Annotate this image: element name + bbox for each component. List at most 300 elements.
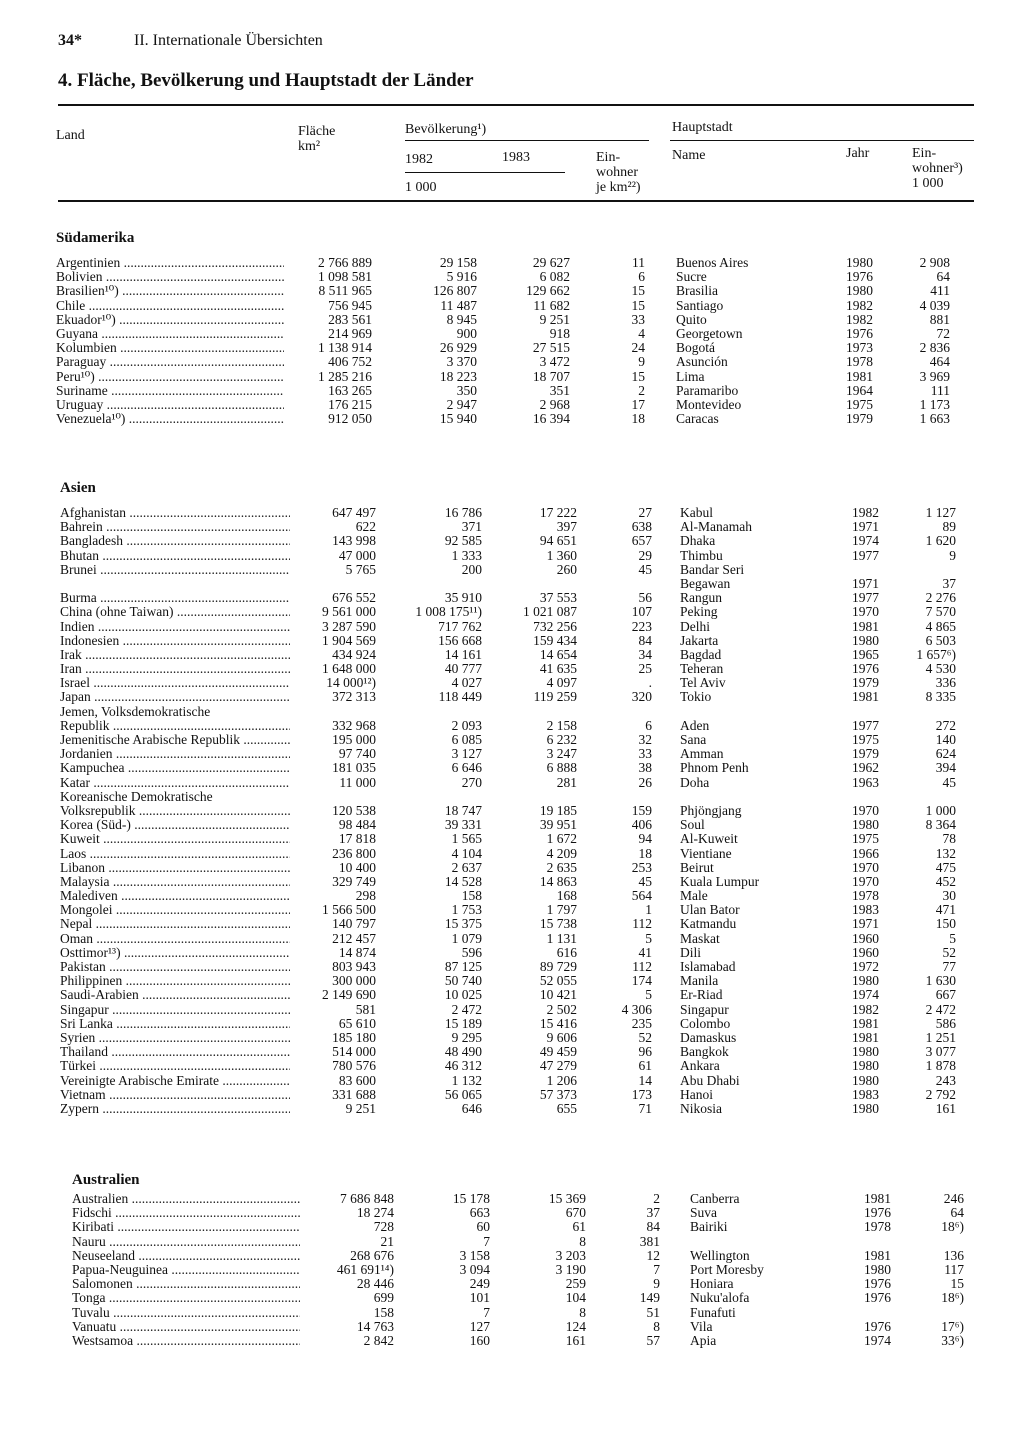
- table-row: [0, 1045, 1024, 1059]
- capital-year-cell: 1980: [852, 1058, 879, 1074]
- pop1983-cell: 89 729: [539, 959, 577, 974]
- pop1982-cell: 7: [483, 1233, 490, 1249]
- pop1982-cell: 1 333: [451, 547, 482, 563]
- density-cell: 6: [638, 269, 645, 285]
- land-cell: Peru¹⁰) .....: [56, 370, 284, 384]
- capital-year-cell: 1979: [852, 746, 879, 762]
- capital-name-cell: Bangkok: [680, 1044, 729, 1060]
- table-row: [0, 917, 1024, 931]
- capital-inhabitants-cell: 5: [949, 930, 956, 946]
- pop1982-cell: 10 025: [444, 987, 482, 1003]
- land-cell: Paraguay .....: [56, 355, 284, 369]
- bevoelkerung-rule: [405, 140, 649, 141]
- capital-year-cell: 1981: [846, 368, 873, 384]
- capital-inhabitants-cell: 2 792: [925, 1086, 956, 1102]
- area-cell: 5 765: [345, 561, 376, 577]
- table-row: [0, 270, 1024, 284]
- land-cell: Volksrepublik .....: [60, 804, 290, 818]
- pop1983-cell: 397: [556, 519, 577, 535]
- col-header-bevoelkerung: Bevölkerung¹): [405, 122, 487, 137]
- running-head: [58, 32, 323, 50]
- land-cell: Zypern .....: [60, 1102, 290, 1116]
- capital-name-cell: Nuku'alofa: [690, 1290, 750, 1306]
- density-cell: 173: [631, 1086, 652, 1102]
- pop1983-cell: 8: [579, 1233, 586, 1249]
- density-cell: 15: [631, 283, 645, 299]
- capital-inhabitants-cell: 2 836: [919, 340, 950, 356]
- capital-name-cell: Beirut: [680, 859, 714, 875]
- capital-inhabitants-cell: 2 908: [919, 255, 950, 270]
- pop1982-cell: 717 762: [438, 618, 482, 634]
- pop1983-cell: 6 082: [539, 269, 570, 285]
- capital-name-cell: Phnom Penh: [680, 760, 749, 776]
- capital-name-cell: Sucre: [676, 269, 707, 285]
- capital-year-cell: 1962: [852, 760, 879, 776]
- area-cell: 212 457: [332, 930, 376, 946]
- pop1982-cell: 15 940: [439, 411, 477, 427]
- area-cell: 14 000¹²): [326, 675, 376, 691]
- density-cell: 9: [638, 354, 645, 370]
- table-row: [0, 1320, 1024, 1334]
- table-row: [0, 847, 1024, 861]
- pop1982-cell: 4 104: [451, 845, 482, 861]
- section-title: Südamerika: [56, 230, 135, 246]
- area-cell: 98 484: [338, 817, 376, 833]
- capital-name-cell: Funafuti: [690, 1304, 736, 1320]
- capital-inhabitants-cell: 3 077: [925, 1044, 956, 1060]
- pop1983-cell: 61: [572, 1219, 586, 1235]
- capital-inhabitants-cell: 89: [942, 519, 956, 535]
- capital-year-cell: 1976: [864, 1205, 891, 1221]
- capital-inhabitants-cell: 37: [942, 575, 956, 591]
- pop1983-cell: 104: [565, 1290, 586, 1306]
- pop1982-cell: 11 487: [440, 297, 477, 313]
- pop1982-cell: 87 125: [444, 959, 482, 974]
- table-row: [0, 605, 1024, 619]
- table-row: [0, 1306, 1024, 1320]
- density-cell: 5: [645, 987, 652, 1003]
- table-row: [0, 299, 1024, 313]
- pop1982-cell: 15 178: [452, 1191, 490, 1206]
- table-row: [0, 733, 1024, 747]
- capital-inhabitants-cell: 17⁶): [941, 1318, 964, 1334]
- pop1982-cell: 4 027: [451, 675, 482, 691]
- capital-year-cell: 1981: [864, 1247, 891, 1263]
- pop1982-cell: 101: [469, 1290, 490, 1306]
- land-cell: Brasilien¹⁰) .....: [56, 284, 284, 298]
- land-cell: Bangladesh .....: [60, 534, 290, 548]
- capital-inhabitants-cell: 64: [950, 1205, 964, 1221]
- capital-inhabitants-cell: 3 969: [919, 368, 950, 384]
- capital-year-cell: 1976: [846, 269, 873, 285]
- density-cell: 71: [638, 1100, 652, 1116]
- capital-name-cell: Peking: [680, 604, 718, 620]
- density-cell: 18: [638, 845, 652, 861]
- col-header-hauptstadt: Hauptstadt: [672, 120, 733, 135]
- land-cell: Vereinigte Arabische Emirate .....: [60, 1074, 290, 1088]
- area-cell: 300 000: [332, 973, 376, 989]
- pop1983-cell: 119 259: [533, 689, 577, 705]
- table-row: [0, 1263, 1024, 1277]
- pop1983-cell: 3 190: [555, 1261, 586, 1277]
- density-cell: 12: [646, 1247, 660, 1263]
- capital-year-cell: 1976: [864, 1318, 891, 1334]
- capital-name-cell: Begawan: [680, 575, 731, 591]
- density-cell: 27: [638, 505, 652, 520]
- table-row: [0, 256, 1024, 270]
- pop1982-cell: 9 295: [451, 1029, 482, 1045]
- capital-inhabitants-cell: 411: [930, 283, 950, 299]
- capital-year-cell: 1983: [852, 1086, 879, 1102]
- density-cell: 15: [631, 297, 645, 313]
- capital-year-cell: 1982: [852, 505, 879, 520]
- land-cell: Kampuchea .....: [60, 761, 290, 775]
- density-cell: 14: [638, 1072, 652, 1088]
- density-cell: 235: [631, 1015, 652, 1031]
- area-cell: 461 691¹⁴): [336, 1261, 394, 1277]
- land-cell: Libanon .....: [60, 861, 290, 875]
- area-cell: 647 497: [332, 505, 376, 520]
- pop1983-cell: 9 606: [546, 1029, 577, 1045]
- table-row: [0, 1206, 1024, 1220]
- land-cell: Kuweit .....: [60, 832, 290, 846]
- area-cell: 756 945: [328, 297, 372, 313]
- land-cell: Pakistan .....: [60, 960, 290, 974]
- land-cell: Türkei .....: [60, 1059, 290, 1073]
- capital-name-cell: Canberra: [690, 1191, 740, 1206]
- pop1982-cell: 92 585: [444, 533, 482, 549]
- land-cell: Israel .....: [60, 676, 290, 690]
- capital-inhabitants-cell: 394: [935, 760, 956, 776]
- capital-name-cell: Tel Aviv: [680, 675, 726, 691]
- pop1982-cell: 663: [469, 1205, 490, 1221]
- pop1982-cell: 18 223: [439, 368, 477, 384]
- land-cell: Nepal .....: [60, 917, 290, 931]
- area-cell: 143 998: [332, 533, 376, 549]
- density-cell: 32: [638, 732, 652, 747]
- capital-name-cell: Vila: [690, 1318, 713, 1334]
- capital-name-cell: Apia: [690, 1332, 717, 1348]
- density-cell: 84: [646, 1219, 660, 1235]
- pop1982-cell: 3 158: [459, 1247, 490, 1263]
- pop1982-cell: 6 646: [451, 760, 482, 776]
- capital-name-cell: Maskat: [680, 930, 720, 946]
- capital-name-cell: Doha: [680, 774, 710, 790]
- pop1983-cell: 3 247: [546, 746, 577, 762]
- land-cell: Irak .....: [60, 648, 290, 662]
- density-cell: 1: [645, 902, 652, 918]
- capital-inhabitants-cell: 1 000: [925, 802, 956, 818]
- capital-inhabitants-cell: 4 530: [925, 661, 956, 677]
- pop1982-cell: 118 449: [438, 689, 482, 705]
- pop1983-cell: 4 097: [546, 675, 577, 691]
- pop1982-cell: 3 127: [451, 746, 482, 762]
- density-cell: 96: [638, 1044, 652, 1060]
- capital-year-cell: 1978: [846, 354, 873, 370]
- density-cell: 320: [631, 689, 652, 705]
- land-cell: Indien .....: [60, 620, 290, 634]
- capital-name-cell: Suva: [690, 1205, 717, 1221]
- header-top-rule: [58, 104, 974, 106]
- table-row: [0, 1102, 1024, 1116]
- capital-year-cell: 1960: [852, 930, 879, 946]
- pop1982-cell: 5 916: [446, 269, 477, 285]
- capital-name-cell: Teheran: [680, 661, 724, 677]
- land-cell: Australien .....: [72, 1192, 300, 1206]
- pop1983-cell: 1 206: [546, 1072, 577, 1088]
- table-row: [0, 676, 1024, 690]
- density-cell: 406: [631, 817, 652, 833]
- density-cell: 45: [638, 561, 652, 577]
- col-header-land: Land: [56, 128, 85, 143]
- land-cell: Osttimor¹³) .....: [60, 946, 290, 960]
- table-row: [0, 313, 1024, 327]
- capital-inhabitants-cell: 243: [935, 1072, 956, 1088]
- table-row: [0, 946, 1024, 960]
- area-cell: 372 313: [332, 689, 376, 705]
- pop1983-cell: 4 209: [546, 845, 577, 861]
- capital-inhabitants-cell: 624: [935, 746, 956, 762]
- density-cell: 149: [639, 1290, 660, 1306]
- density-cell: 24: [631, 340, 645, 356]
- land-cell: Japan .....: [60, 690, 290, 704]
- land-cell: Iran .....: [60, 662, 290, 676]
- area-cell: 1 285 216: [318, 368, 372, 384]
- pop1982-cell: 35 910: [444, 590, 482, 606]
- capital-name-cell: Soul: [680, 817, 705, 833]
- capital-name-cell: Sana: [680, 732, 707, 747]
- capital-year-cell: 1980: [852, 632, 879, 648]
- table-row: [0, 620, 1024, 634]
- capital-year-cell: 1975: [852, 831, 879, 847]
- capital-year-cell: 1966: [852, 845, 879, 861]
- pop1983-cell: 732 256: [533, 618, 577, 634]
- table-row: [0, 1192, 1024, 1206]
- area-cell: 17 818: [338, 831, 376, 847]
- land-cell: Korea (Süd-) .....: [60, 818, 290, 832]
- land-cell: Jemen, Volksdemokratische: [60, 703, 211, 719]
- area-cell: 8 511 965: [318, 283, 372, 299]
- capital-inhabitants-cell: 586: [935, 1015, 956, 1031]
- land-cell: Bahrein .....: [60, 520, 290, 534]
- pop1983-cell: 94 651: [539, 533, 577, 549]
- table-row: [0, 960, 1024, 974]
- pop1982-cell: 1 079: [451, 930, 482, 946]
- table-row: [0, 705, 1024, 719]
- density-cell: 56: [638, 590, 652, 606]
- area-cell: 11 000: [339, 774, 376, 790]
- area-cell: 28 446: [356, 1276, 394, 1292]
- capital-name-cell: Al-Manamah: [680, 519, 752, 535]
- capital-name-cell: Phjöngjang: [680, 802, 742, 818]
- pop1982-cell: 7: [483, 1304, 490, 1320]
- land-cell: Nauru .....: [72, 1235, 300, 1249]
- capital-name-cell: Bogotá: [676, 340, 715, 356]
- pop1983-cell: 14 654: [539, 646, 577, 662]
- pop1982-cell: 126 807: [433, 283, 477, 299]
- table-row: [0, 690, 1024, 704]
- area-cell: 214 969: [328, 325, 372, 341]
- land-cell: Vanuatu .....: [72, 1320, 300, 1334]
- capital-name-cell: Singapur: [680, 1001, 729, 1017]
- area-cell: 120 538: [332, 802, 376, 818]
- pop1983-cell: 37 553: [539, 590, 577, 606]
- table-row: [0, 648, 1024, 662]
- capital-name-cell: Montevideo: [676, 396, 742, 412]
- area-cell: 1 566 500: [322, 902, 376, 918]
- area-cell: 3 287 590: [322, 618, 376, 634]
- capital-year-cell: 1970: [852, 859, 879, 875]
- land-cell: Salomonen .....: [72, 1277, 300, 1291]
- pop1983-cell: 57 373: [539, 1086, 577, 1102]
- capital-name-cell: Jakarta: [680, 632, 719, 648]
- area-cell: 181 035: [332, 760, 376, 776]
- area-cell: 14 874: [338, 944, 376, 960]
- land-cell: Laos .....: [60, 847, 290, 861]
- land-cell: Ekuador¹⁰) .....: [56, 313, 284, 327]
- density-cell: 57: [646, 1332, 660, 1348]
- pop1982-cell: 8 945: [446, 311, 477, 327]
- table-row: [0, 1249, 1024, 1263]
- capital-inhabitants-cell: 45: [942, 774, 956, 790]
- capital-year-cell: 1977: [852, 590, 879, 606]
- pop1982-cell: 127: [469, 1318, 490, 1334]
- section-title: Australien: [72, 1172, 140, 1188]
- capital-year-cell: 1964: [846, 382, 873, 398]
- capital-name-cell: Vientiane: [680, 845, 732, 861]
- capital-name-cell: Bandar Seri: [680, 561, 745, 577]
- density-cell: 25: [638, 661, 652, 677]
- pop1983-cell: 15 369: [548, 1191, 586, 1206]
- pop1983-cell: 1 131: [546, 930, 577, 946]
- capital-year-cell: 1980: [852, 973, 879, 989]
- pop1983-cell: 17 222: [539, 505, 577, 520]
- density-cell: 4: [638, 325, 645, 341]
- density-cell: 112: [632, 959, 652, 974]
- area-cell: 195 000: [332, 732, 376, 747]
- capital-inhabitants-cell: 52: [942, 944, 956, 960]
- density-cell: 17: [631, 396, 645, 412]
- density-cell: 4 306: [621, 1001, 652, 1017]
- land-cell: Neuseeland .....: [72, 1249, 300, 1263]
- capital-inhabitants-cell: 30: [942, 888, 956, 904]
- table-row: [0, 506, 1024, 520]
- capital-inhabitants-cell: 7 570: [925, 604, 956, 620]
- pop1983-cell: 49 459: [539, 1044, 577, 1060]
- capital-name-cell: Rangun: [680, 590, 722, 606]
- capital-year-cell: 1976: [864, 1290, 891, 1306]
- capital-year-cell: 1970: [852, 604, 879, 620]
- capital-year-cell: 1981: [864, 1191, 891, 1206]
- flaeche-label: Fläche: [298, 124, 336, 139]
- density-cell: 159: [631, 802, 652, 818]
- table-row: [0, 341, 1024, 355]
- pop1982-cell: 1 565: [451, 831, 482, 847]
- land-cell: Oman .....: [60, 932, 290, 946]
- area-cell: 581: [355, 1001, 376, 1017]
- capital-year-cell: 1982: [846, 311, 873, 327]
- density-cell: 38: [638, 760, 652, 776]
- pop1982-cell: 900: [456, 325, 477, 341]
- pop1983-cell: 14 863: [539, 873, 577, 889]
- capital-name-cell: Asunción: [676, 354, 728, 370]
- area-cell: 298: [355, 888, 376, 904]
- capital-name-cell: Brasilia: [676, 283, 718, 299]
- pop1983-cell: 27 515: [532, 340, 570, 356]
- capital-year-cell: 1983: [852, 902, 879, 918]
- capital-name-cell: Aden: [680, 717, 710, 733]
- capital-inhabitants-cell: 2 472: [925, 1001, 956, 1017]
- pop1982-cell: 1 132: [451, 1072, 482, 1088]
- capital-year-cell: 1974: [852, 987, 879, 1003]
- table-row: [0, 563, 1024, 577]
- land-cell: Thailand .....: [60, 1045, 290, 1059]
- pop1982-cell: 646: [461, 1100, 482, 1116]
- area-cell: 283 561: [328, 311, 372, 327]
- land-cell: Argentinien .....: [56, 256, 284, 270]
- density-cell: 2: [638, 382, 645, 398]
- capital-name-cell: Buenos Aires: [676, 255, 749, 270]
- capital-year-cell: 1981: [852, 1015, 879, 1031]
- area-cell: 1 904 569: [322, 632, 376, 648]
- pop1983-cell: 351: [549, 382, 570, 398]
- capital-year-cell: 1980: [846, 283, 873, 299]
- capital-inhabitants-cell: 1 630: [925, 973, 956, 989]
- col-header-flaeche: [298, 124, 335, 154]
- capital-year-cell: 1978: [852, 888, 879, 904]
- land-cell: Republik .....: [60, 719, 290, 733]
- land-cell: Venezuela¹⁰) .....: [56, 412, 284, 426]
- capital-inhabitants-cell: 246: [943, 1191, 964, 1206]
- pop1982-cell: 40 777: [444, 661, 482, 677]
- pop1982-cell: 3 370: [446, 354, 477, 370]
- capital-inhabitants-cell: 4 039: [919, 297, 950, 313]
- land-cell: Burma .....: [60, 591, 290, 605]
- land-cell: Malediven .....: [60, 889, 290, 903]
- pop1983-cell: 159 434: [533, 632, 577, 648]
- pop1983-cell: 15 738: [539, 916, 577, 932]
- area-cell: 163 265: [328, 382, 372, 398]
- capital-name-cell: Wellington: [690, 1247, 750, 1263]
- land-cell: Uruguay .....: [56, 398, 284, 412]
- pop1982-cell: 350: [456, 382, 477, 398]
- density-cell: 6: [645, 717, 652, 733]
- capital-year-cell: 1978: [864, 1219, 891, 1235]
- area-cell: 176 215: [328, 396, 372, 412]
- area-cell: 65 610: [338, 1015, 376, 1031]
- capital-inhabitants-cell: 8 335: [925, 689, 956, 705]
- area-cell: 7 686 848: [340, 1191, 394, 1206]
- year-rule: [405, 172, 565, 173]
- density-cell: 18: [631, 411, 645, 427]
- capital-inhabitants-cell: 452: [935, 873, 956, 889]
- land-cell: Philippinen .....: [60, 974, 290, 988]
- capital-year-cell: 1977: [852, 717, 879, 733]
- capital-inhabitants-cell: 78: [942, 831, 956, 847]
- capital-year-cell: 1971: [852, 916, 879, 932]
- col-header-1982: 1982: [405, 152, 433, 167]
- table-row: [0, 832, 1024, 846]
- table-row: [0, 1277, 1024, 1291]
- capital-year-cell: 1980: [852, 1072, 879, 1088]
- capital-name-cell: Kabul: [680, 505, 713, 520]
- pop1983-cell: 1 672: [546, 831, 577, 847]
- area-cell: 329 749: [332, 873, 376, 889]
- pop1983-cell: 39 951: [539, 817, 577, 833]
- table-row: [0, 1017, 1024, 1031]
- area-cell: 514 000: [332, 1044, 376, 1060]
- land-cell: Westsamoa .....: [72, 1334, 300, 1348]
